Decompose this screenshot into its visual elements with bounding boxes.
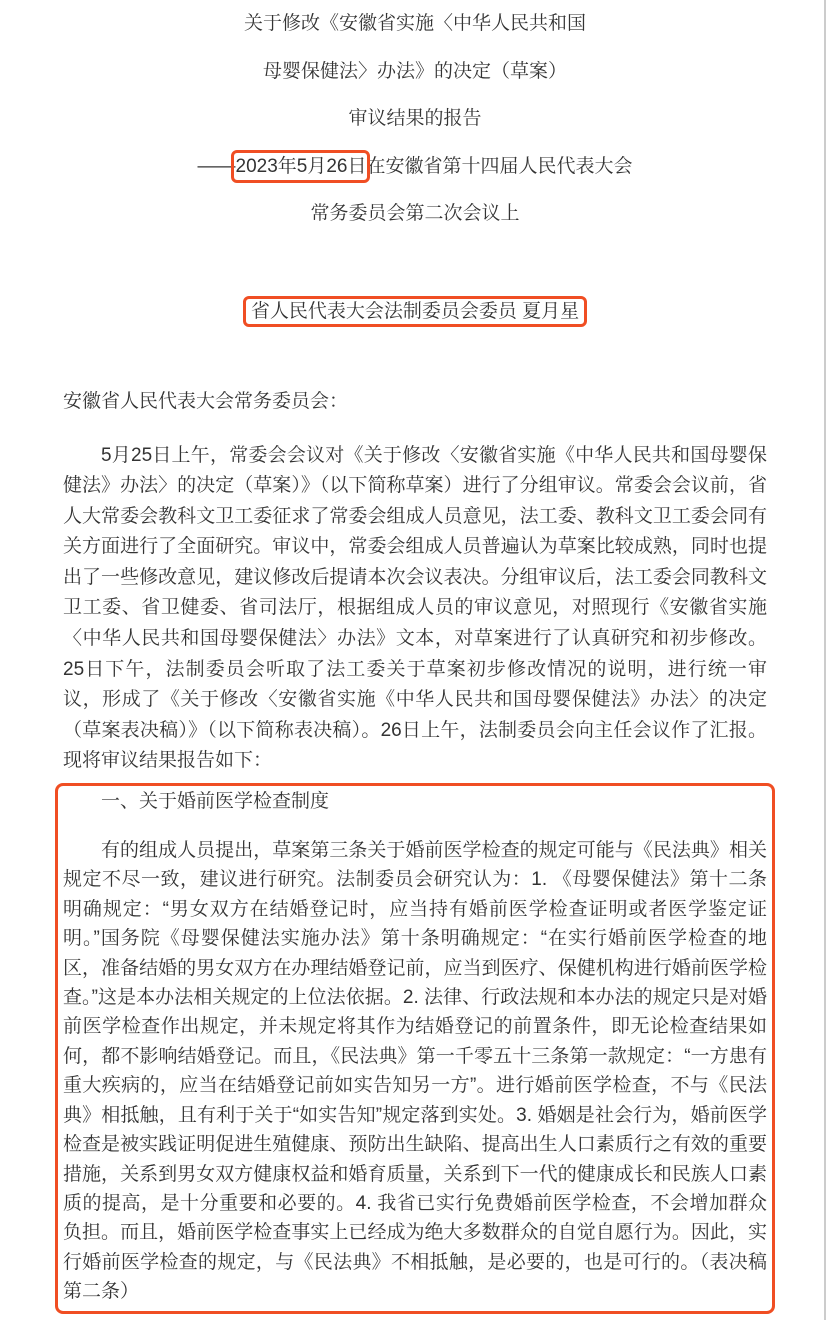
page-right-edge-divider bbox=[824, 0, 826, 1320]
date-line bbox=[63, 143, 767, 191]
date-line-prefix: —— bbox=[197, 155, 236, 177]
presenter-line bbox=[63, 296, 767, 327]
date-highlight-box: 2023年5月26日 bbox=[235, 155, 367, 177]
title-line-3: 审议结果的报告 bbox=[348, 108, 482, 129]
section-highlight-box bbox=[55, 783, 775, 1314]
presenter-highlight-box: 省人民代表大会法制委员会委员 夏月星 bbox=[250, 300, 580, 322]
date-line-2: 常务委员会第二次会议上 bbox=[310, 203, 520, 224]
title-line-2: 母婴保健法〉办法》的决定（草案） bbox=[262, 60, 567, 82]
document-title bbox=[63, 0, 767, 238]
paragraph-1: 5月25日上午，常委会会议对《关于修改〈安徽省实施《中华人民共和国母婴保健法》办法〉的决定（草案）》（以下简称草案）进行了分组审议。常委会会议前，省人大常委会教科文卫工委征求了常委会组成人员意见，法工委、教科文卫工委会同有关方面进行了全面研究。审议中，常委会组成人员普遍认为草案比较成熟，同时也提出了一些修改意见，建议修改后提请本次会议表决。分组审议后，法工委会同教科文卫工委、省卫健委、省司法厅，根据组成人员的审议意见，对照现行《安徽省实施〈中华人民共和国母婴保健法〉办法》文本，对草案进行了认真研究和初步修改。25日下午，法制委员会听取了法工委关于草案初步修改情况的说明，进行统一审议，形成了《关于修改〈安徽省实施《中华人民共和国母婴保健法》办法〉的决定（草案表决稿）》（以下简称表决稿）。26日上午，法制委员会向主任会议作了汇报。现将审议结果报告如下： bbox=[63, 444, 767, 772]
date-line-suffix: 在安徽省第十四届人民代表大会 bbox=[366, 155, 633, 177]
salutation: 安徽省人民代表大会常务委员会： bbox=[63, 390, 349, 412]
section-paragraph: 有的组成人员提出，草案第三条关于婚前医学检查的规定可能与《民法典》相关规定不尽一致，建议进行研究。法制委员会研究认为：1. 《母婴保健法》第十二条明确规定：“男女双方在结婚登记时，应当持有婚前医学检查证明或者医学鉴定证明。”国务院《母婴保健法实施办法》第十条明确规定：“在实行婚前医学检查的地区，准备结婚的男女双方在办理结婚登记前，应当到医疗、保健机构进行婚前医学检查。”这是本办法相关规定的上位法依据。2. 法律、行政法规和本办法的规定只是对婚前医学检查作出规定，并未规定将其作为结婚登记的前置条件，即无论检查结果如何，都不影响结婚登记。而且，《民法典》第一千零五十三条第一款规定：“一方患有重大疾病的，应当在结婚登记前如实告知另一方”。进行婚前医学检查，不与《民法典》相抵触，且有利于关于“如实告知”规定落到实处。3. 婚姻是社会行为，婚前医学检查是被实践证明促进生殖健康、预防出生缺陷、提高出生人口素质行之有效的重要措施，关系到男女双方健康权益和婚育质量，关系到下一代的健康成长和民族人口素质的提高，是十分重要和必要的。4. 我省已实行免费婚前医学检查，不会增加群众负担。而且，婚前医学检查事实上已经成为绝大多数群众的自觉自愿行为。因此，实行婚前医学检查的规定，与《民法典》不相抵触，是必要的，也是可行的。（表决稿第二条） bbox=[63, 840, 767, 1303]
section-heading: 一、关于婚前医学检查制度 bbox=[101, 791, 330, 813]
title-line-1: 关于修改《安徽省实施〈中华人民共和国 bbox=[243, 13, 586, 34]
